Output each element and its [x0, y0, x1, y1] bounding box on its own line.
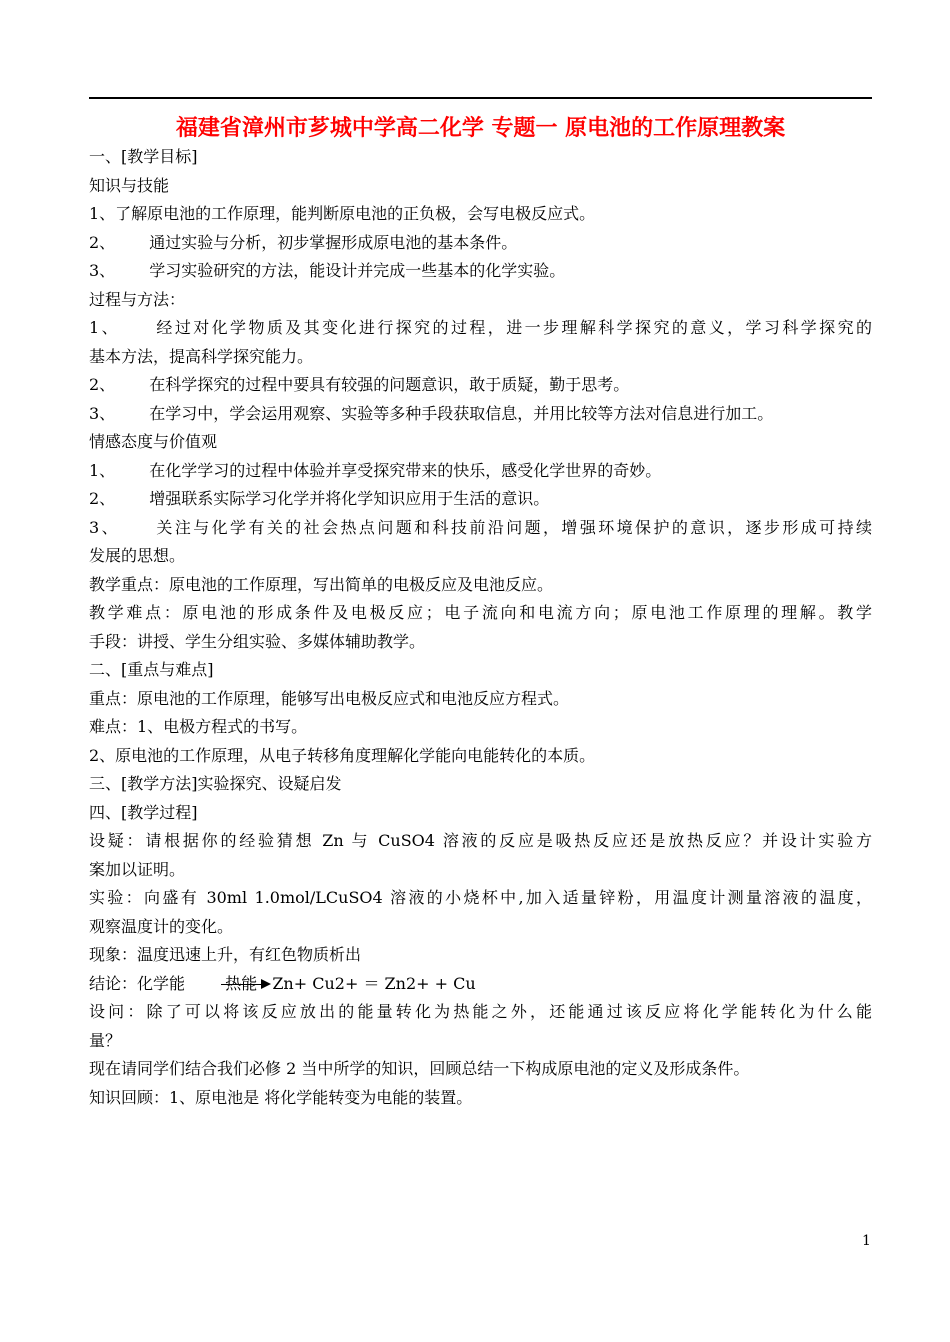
teaching-means: 手段：讲授、学生分组实验、多媒体辅助教学。 [89, 631, 426, 651]
difficulty-1: 难点：1、电极方程式的书写。 [89, 717, 308, 736]
item-number: 2、 [89, 375, 116, 394]
phenomenon: 现象：温度迅速上升，有红色物质析出 [89, 945, 362, 964]
item-text: 在科学探究的过程中要具有较强的问题意识，敢于质疑，勤于思考。 [149, 375, 630, 394]
item-text: 学习实验研究的方法，能设计并完成一些基本的化学实验。 [149, 261, 566, 280]
process-item-1 [89, 314, 872, 343]
item-text: 在化学学习的过程中体验并享受探究带来的快乐，感受化学世界的奇妙。 [149, 460, 662, 480]
review-intro: 现在请同学们结合我们必修 2 当中所学的知识，回顾总结一下构成原电池的定义及形成条件。 [89, 1059, 750, 1078]
emotion-item-3-cont: 发展的思想。 [89, 546, 186, 565]
teaching-difficulty: 教学难点：原电池的形成条件及电极反应；电子流向和电流方向；原电池工作原理的理解。教学 [89, 603, 872, 622]
conclusion-label: 结论：化学能 [89, 973, 186, 993]
reaction-equation: Zn+ Cu2+ ＝ Zn2+ + Cu [272, 973, 476, 993]
knowledge-review-1: 知识回顾：1、原电池是 将化学能转变为电能的装置。 [89, 1087, 473, 1107]
emotion-item-1 [89, 457, 872, 486]
key-statement: 重点：原电池的工作原理，能够写出电极反应式和电池反应方程式。 [89, 688, 570, 708]
knowledge-item-1: 1、了解原电池的工作原理，能判断原电池的正负极，会写电极反应式。 [89, 204, 596, 223]
arrow-head-icon [261, 979, 271, 989]
experiment-cont: 观察温度计的变化。 [89, 916, 234, 936]
knowledge-item-2 [89, 229, 872, 258]
process-item-3 [89, 400, 872, 429]
emotion-item-2 [89, 485, 872, 514]
item-text: 在学习中，学会运用观察、实验等多种手段获取信息，并用比较等方法对信息进行加工。 [149, 403, 774, 423]
document-title: 福建省漳州市芗城中学高二化学 专题一 原电池的工作原理教案 [175, 115, 786, 141]
item-number: 1、 [89, 460, 116, 480]
reaction-arrow [225, 970, 257, 999]
section-heading-method: 三、[教学方法]实验探究、设疑启发 [89, 774, 342, 793]
follow-up-question-cont: 量？ [89, 1030, 122, 1050]
follow-up-question: 设问：除了可以将该反应放出的能量转化为热能之外，还能通过该反应将化学能转化为什么能 [89, 1002, 872, 1021]
subheading-emotion: 情感态度与价值观 [89, 432, 218, 451]
experiment: 实验：向盛有 30ml 1.0mol/LCuSO4 溶液的小烧杯中,加入适量锌粉，用温度计测量溶液的温度， [89, 888, 872, 907]
page-number: 1 [862, 1233, 871, 1249]
difficulty-2: 2、原电池的工作原理，从电子转移角度理解化学能向电能转化的本质。 [89, 745, 596, 765]
arrow-label: 热能 [225, 973, 258, 993]
item-text: 增强联系实际学习化学并将化学知识应用于生活的意识。 [149, 489, 550, 508]
item-number: 2、 [89, 232, 116, 252]
item-text: 通过实验与分析，初步掌握形成原电池的基本条件。 [149, 232, 518, 252]
section-heading-process: 四、[教学过程] [89, 802, 198, 822]
item-number: 3、 [89, 517, 120, 537]
process-item-1-cont: 基本方法，提高科学探究能力。 [89, 346, 314, 366]
item-text: 经过对化学物质及其变化进行探究的过程，进一步理解科学探究的意义，学习科学探究的 [154, 318, 872, 337]
header-rule [89, 97, 872, 99]
document-body [89, 143, 872, 1112]
process-item-2 [89, 371, 872, 400]
item-text: 关注与化学有关的社会热点问题和科技前沿问题，增强环境保护的意识，逐步形成可持续 [154, 517, 872, 537]
section-heading-objectives: 一、[教学目标] [89, 147, 198, 166]
subheading-knowledge: 知识与技能 [89, 175, 170, 195]
knowledge-item-3 [89, 257, 872, 286]
subheading-process: 过程与方法： [89, 289, 186, 309]
emotion-item-3 [89, 514, 872, 543]
item-number: 1、 [89, 318, 120, 337]
question-1: 设疑：请根据你的经验猜想 Zn 与 CuSO4 溶液的反应是吸热反应还是放热反应？并设计实验方 [89, 831, 872, 850]
teaching-key-point: 教学重点：原电池的工作原理，写出简单的电极反应及电池反应。 [89, 574, 554, 594]
question-1-cont: 案加以证明。 [89, 859, 186, 879]
conclusion [89, 970, 872, 999]
item-number: 3、 [89, 261, 116, 280]
item-number: 2、 [89, 489, 116, 508]
item-number: 3、 [89, 403, 116, 423]
section-heading-key-difficulty: 二、[重点与难点] [89, 660, 214, 679]
